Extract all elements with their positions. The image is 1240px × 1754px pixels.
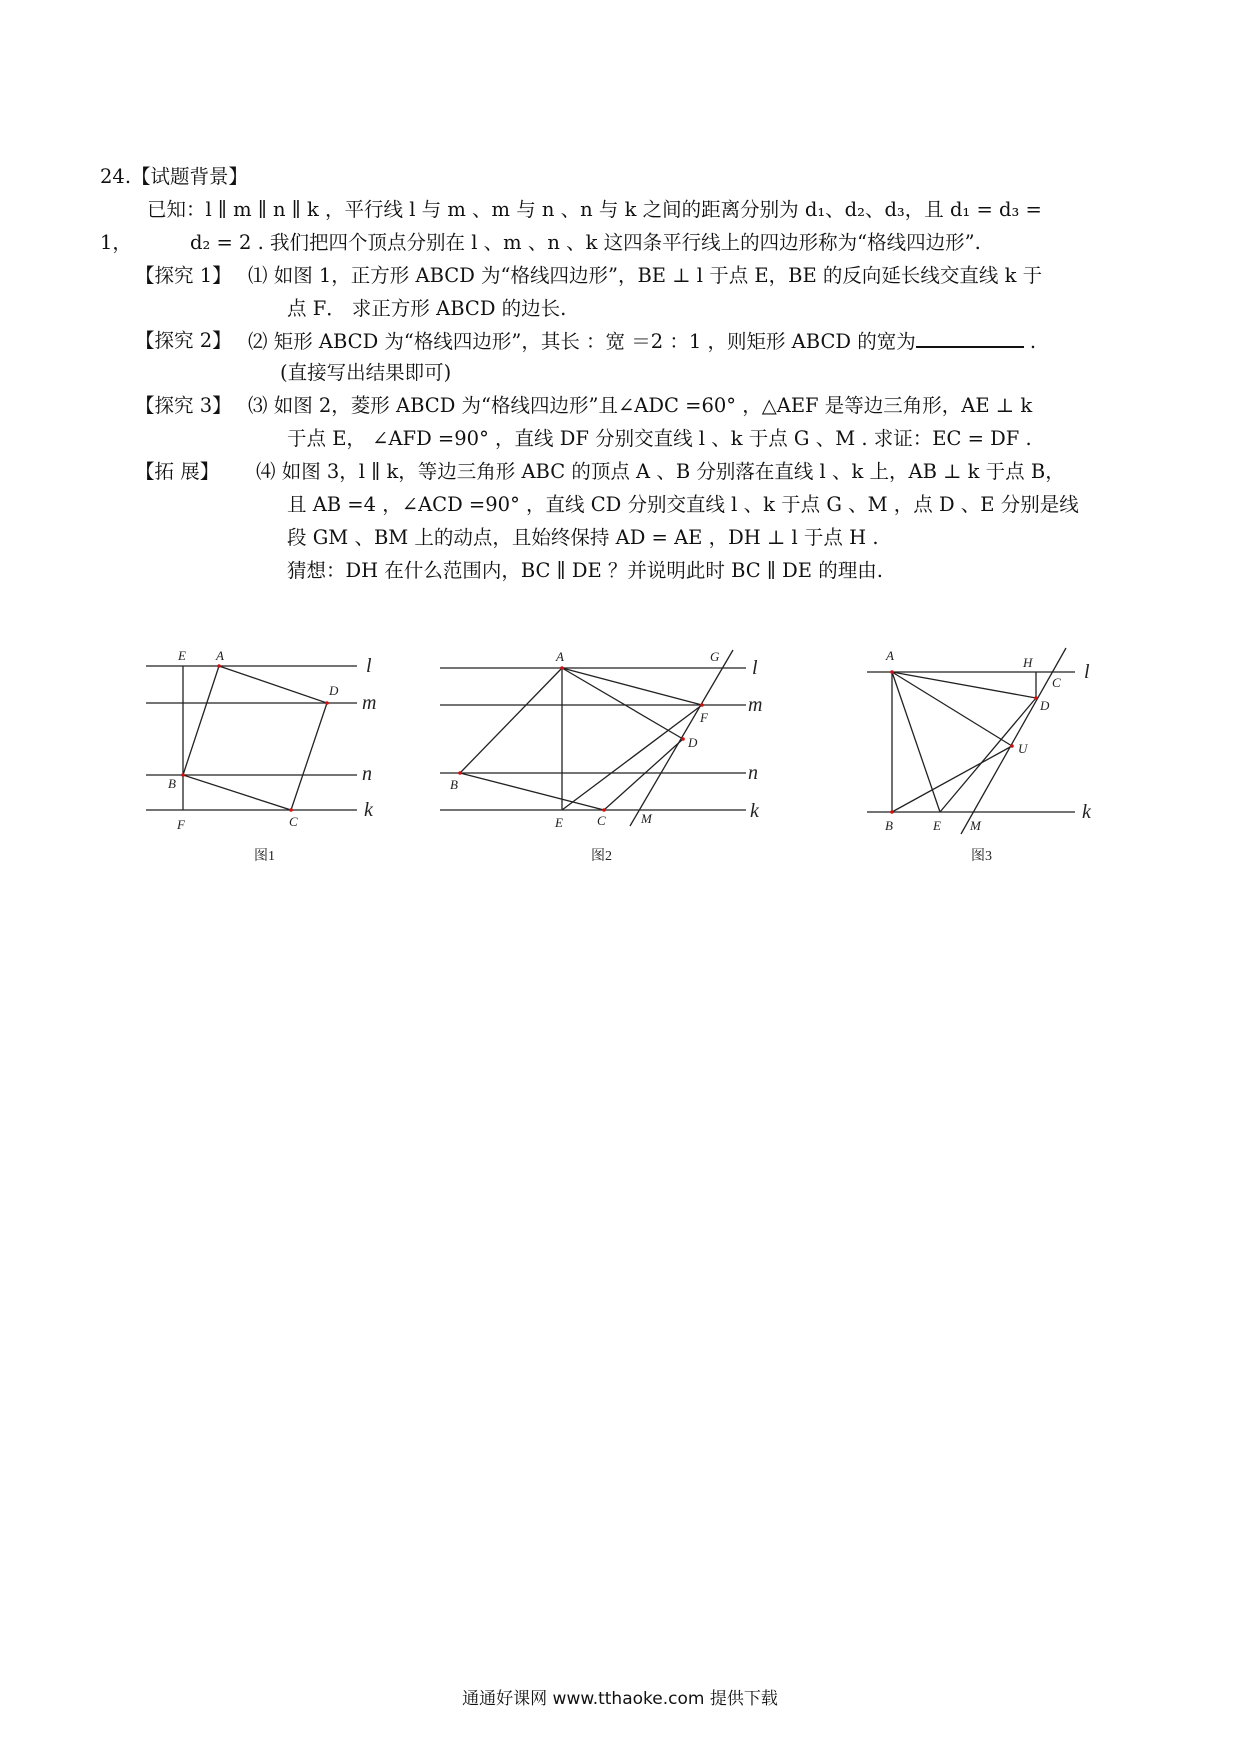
fig3-line-label-k: k [1082,801,1091,823]
fig1-line-label-n: n [362,763,372,785]
fig3-label-B: B [885,818,893,833]
fig1-label-C: C [289,814,298,829]
fig3-label-E: E [933,818,941,833]
extend-line3: 段 GM 、BM 上的动点，且始终保持 AD = AE ，DH ⊥ l 于点 H . [287,526,879,549]
fig2-line-GM [630,650,733,826]
explore3-tag: 【探究 3】 [135,394,232,417]
figure-2 [440,650,746,826]
fig2-label-C: C [597,813,606,828]
fig1-label-B: B [168,776,176,791]
point-marks [181,664,1038,814]
fig3-caption: 图3 [971,849,992,864]
extend-line4: 猜想：DH 在什么范围内，BC ∥ DE ？并说明此时 BC ∥ DE 的理由. [287,559,883,582]
given-line-2a: 1， [100,231,132,254]
fig2-segment-AB [460,668,562,773]
fig3-segment-BC [892,746,1012,812]
fig1-line-label-m: m [362,692,377,714]
explore1-tag: 【探究 1】 [135,264,232,287]
explore1-line1: ⑴ 如图 1，正方形 ABCD 为“格线四边形”，BE ⊥ l 于点 E，BE 的反向延长线交直线 k 于 [248,264,1043,287]
fig2-label-M: M [641,811,652,826]
extend-line1: ⑷ 如图 3，l ∥ k，等边三角形 ABC 的顶点 A 、B 分别落在直线 l 、k 上，AB ⊥ k 于点 B， [256,460,1065,483]
fig3-label-A: A [886,648,894,663]
fig2-segment-AF [562,668,702,705]
given-line-1: 已知：l ∥ m ∥ n ∥ k ，平行线 l 与 m 、m 与 n 、n 与 k 之间的距离分别为 d₁、d₂、d₃，且 d₁ = d₃ = [147,198,1042,221]
extend-line2: 且 AB =4 ，∠ACD =90° ，直线 CD 分别交直线 l 、k 于点 G 、M ，点 D 、E 分别是线 [287,493,1079,516]
fig3-line-label-l: l [1084,661,1090,683]
fig2-segment-BC [460,773,604,810]
fig1-label-F: F [177,817,185,832]
fig3-line-GM [961,648,1066,834]
problem-number: 24. [100,165,132,188]
fig3-label-U: U [1018,741,1028,756]
fig2-label-E: E [555,815,563,830]
fig2-line-label-n: n [748,762,758,784]
explore3-line2: 于点 E， ∠AFD =90° ，直线 DF 分别交直线 l 、k 于点 G 、M . 求证：EC = DF . [287,427,1032,450]
fig1-line-label-k: k [364,799,373,821]
fig2-label-B: B [450,777,458,792]
fig2-segment-EF [562,705,702,810]
explore2-line2: (直接写出结果即可) [280,361,452,384]
fig2-label-D: D [688,735,698,750]
fig1-line-label-l: l [366,655,372,677]
fig2-caption: 图2 [591,849,612,864]
fig2-line-label-k: k [750,800,759,822]
explore2-text: ⑵ 矩形 ABCD 为“格线四边形”，其长 ：宽 ＝2 ：1 ，则矩形 ABCD 的宽为 [248,330,916,353]
figure-1 [146,666,357,810]
figure-3 [867,648,1075,834]
fig1-caption: 图1 [254,849,275,864]
explore3-line1: ⑶ 如图 2，菱形 ABCD 为“格线四边形”且∠ADC =60° ，△AEF 是等边三角形，AE ⊥ k [248,394,1033,417]
fig1-label-A: A [216,648,224,663]
explore1-line2: 点 F． 求正方形 ABCD 的边长. [287,297,567,320]
fig3-label-M: M [970,818,981,833]
fig3-segment-AE [892,672,940,812]
fig2-segment-AD [562,668,683,739]
explore2-period: . [1029,330,1037,353]
explore2-tag: 【探究 2】 [135,329,232,352]
problem-heading: 【试题背景】 [131,165,249,188]
fig1-square-ABCD [183,666,327,810]
fig2-line-label-m: m [748,694,763,716]
fig3-label-H: H [1023,655,1033,670]
fig3-label-D: D [1040,698,1050,713]
fig3-label-C: C [1052,675,1061,690]
fig1-label-D: D [329,683,339,698]
fig2-label-A: A [556,649,564,664]
fig2-label-G: G [710,649,720,664]
fig1-label-E: E [178,648,186,663]
footer-source: 通通好课网 www.tthaoke.com 提供下载 [462,1689,778,1709]
fig2-line-label-l: l [752,657,758,679]
fig2-label-F: F [700,710,708,725]
extend-tag: 【拓 展】 [135,460,220,483]
given-line-2b: d₂ = 2 . 我们把四个顶点分别在 l 、m 、n 、k 这四条平行线上的四边形称为“格线四边形”. [190,231,981,254]
